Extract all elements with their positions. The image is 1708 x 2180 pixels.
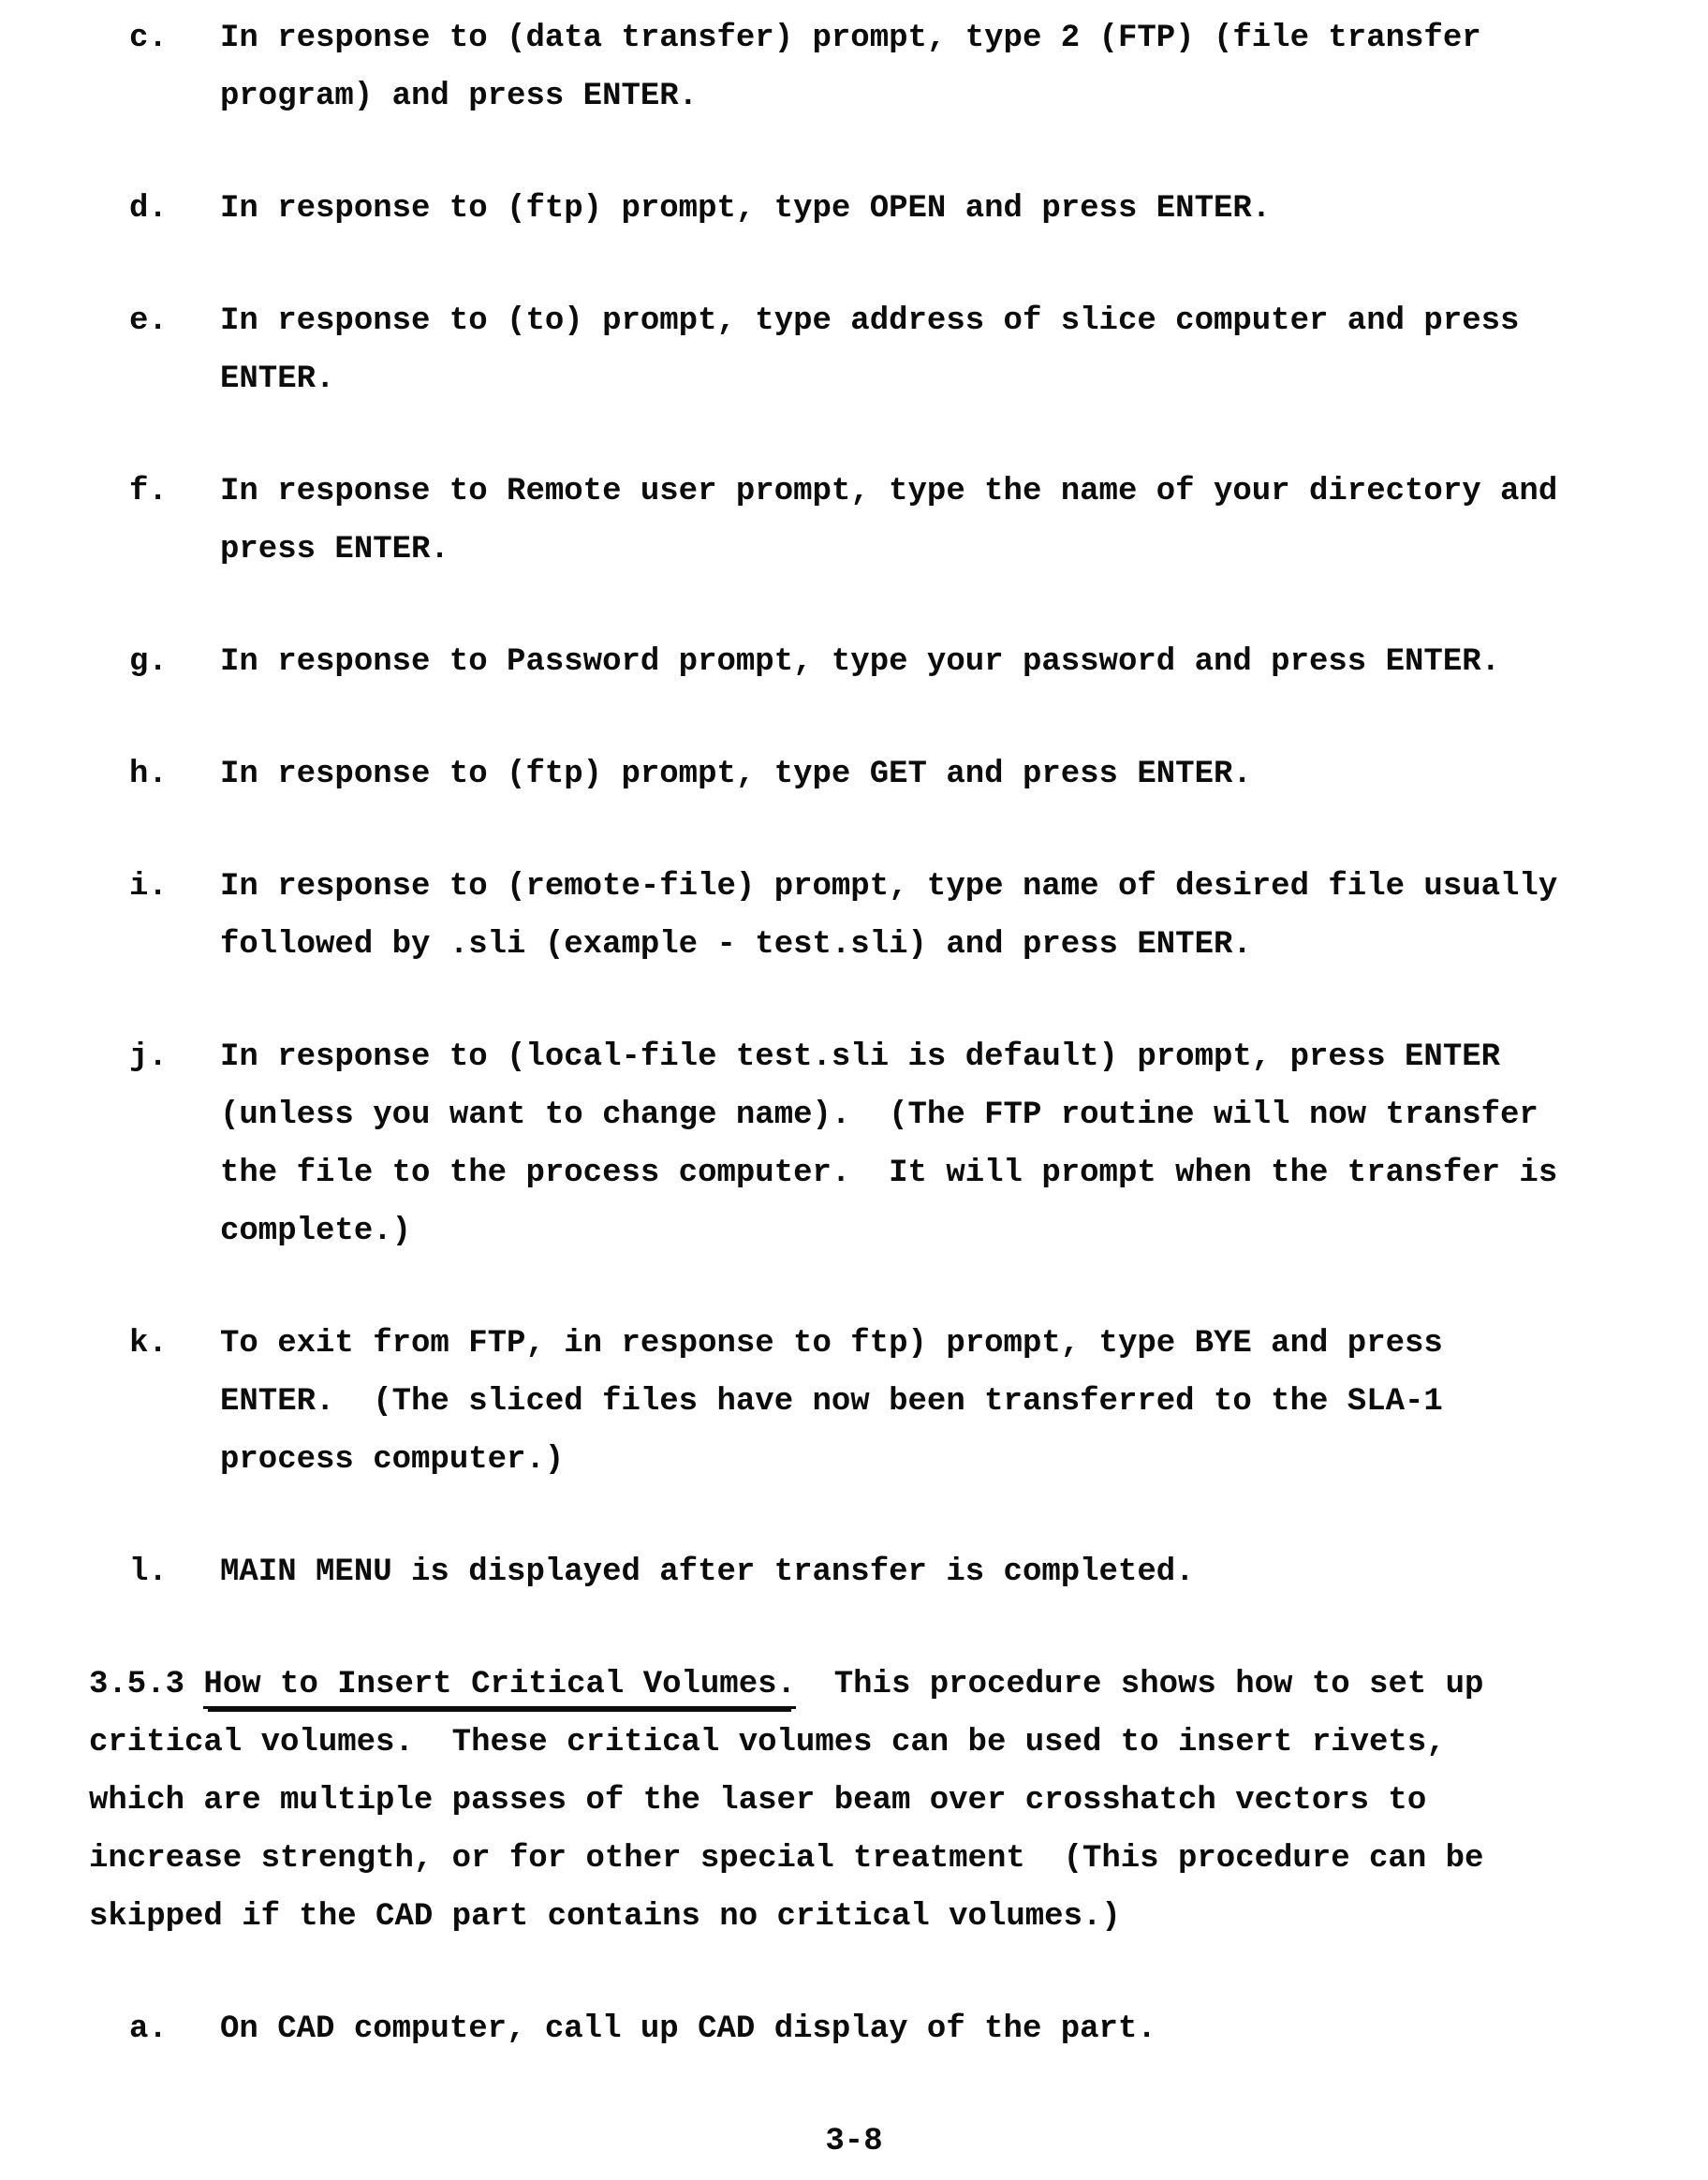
text-line: skipped if the CAD part contains no critical volumes.) <box>89 1899 1121 1935</box>
text-line: process computer.) <box>220 1442 565 1478</box>
list-item-label: l. <box>129 1554 168 1590</box>
procedure-step-list <box>0 9 1708 1601</box>
text-line: In response to (local-file test.sli is default) prompt, press ENTER <box>220 1039 1501 1075</box>
text-line: which are multiple passes of the laser beam over crosshatch vectors to <box>89 1783 1427 1819</box>
text-line: On CAD computer, call up CAD display of the part. <box>220 2011 1156 2047</box>
section-heading: How to Insert Critical Volumes. <box>203 1667 796 1709</box>
text-line: In response to (remote-file) prompt, type name of desired file usually <box>220 869 1558 905</box>
text-line: (unless you want to change name). (The FTP routine will now transfer <box>220 1097 1539 1133</box>
text-line: In response to Remote user prompt, type the name of your directory and <box>220 474 1558 509</box>
text-line: MAIN MENU is displayed after transfer is completed. <box>220 1554 1195 1590</box>
list-item-label: h. <box>129 757 168 792</box>
list-item <box>129 9 1708 125</box>
list-item <box>129 2000 1708 2058</box>
text-line: critical volumes. These critical volumes can be used to insert rivets, <box>89 1725 1446 1760</box>
page-number: 3-8 <box>825 2124 883 2159</box>
list-item-label: a. <box>129 2011 168 2047</box>
text-line: increase strength, or for other special treatment (This procedure can be <box>89 1841 1484 1877</box>
section-paragraph <box>89 1656 1708 1946</box>
section-heading-line <box>89 1656 1708 1714</box>
substep-list <box>0 2000 1708 2058</box>
text-line: In response to Password prompt, type your password and press ENTER. <box>220 644 1501 680</box>
text-line: followed by .sli (example - test.sli) and press ENTER. <box>220 927 1252 963</box>
text-line: In response to (data transfer) prompt, type 2 (FTP) (file transfer <box>220 21 1481 56</box>
list-item-label: j. <box>129 1039 168 1075</box>
list-item <box>129 745 1708 803</box>
section-heading-rest: This procedure shows how to set up <box>795 1667 1484 1702</box>
list-item <box>129 292 1708 408</box>
list-item-label: c. <box>129 21 168 56</box>
list-item <box>129 633 1708 691</box>
section-body <box>89 1714 1708 1946</box>
list-item-label: k. <box>129 1326 168 1362</box>
text-line: complete.) <box>220 1214 412 1249</box>
list-item <box>129 1028 1708 1260</box>
list-item <box>129 858 1708 974</box>
list-item-label: i. <box>129 869 168 905</box>
list-item-label: f. <box>129 474 168 509</box>
section-number: 3.5.3 <box>89 1667 204 1702</box>
text-line: press ENTER. <box>220 532 449 567</box>
text-line: In response to (to) prompt, type address of slice computer and press <box>220 303 1520 339</box>
text-line: ENTER. (The sliced files have now been transferred to the SLA-1 <box>220 1384 1443 1420</box>
text-line: the file to the process computer. It will prompt when the transfer is <box>220 1156 1558 1191</box>
text-line: ENTER. <box>220 361 335 397</box>
list-item <box>129 1315 1708 1489</box>
text-line: In response to (ftp) prompt, type OPEN and press ENTER. <box>220 191 1272 227</box>
list-item-label: e. <box>129 303 168 339</box>
text-line: To exit from FTP, in response to ftp) prompt, type BYE and press <box>220 1326 1443 1362</box>
list-item <box>129 180 1708 238</box>
text-line: In response to (ftp) prompt, type GET and press ENTER. <box>220 757 1252 792</box>
list-item-label: d. <box>129 191 168 227</box>
list-item <box>129 463 1708 579</box>
list-item-label: g. <box>129 644 168 680</box>
list-item <box>129 1543 1708 1601</box>
text-line: program) and press ENTER. <box>220 79 699 114</box>
